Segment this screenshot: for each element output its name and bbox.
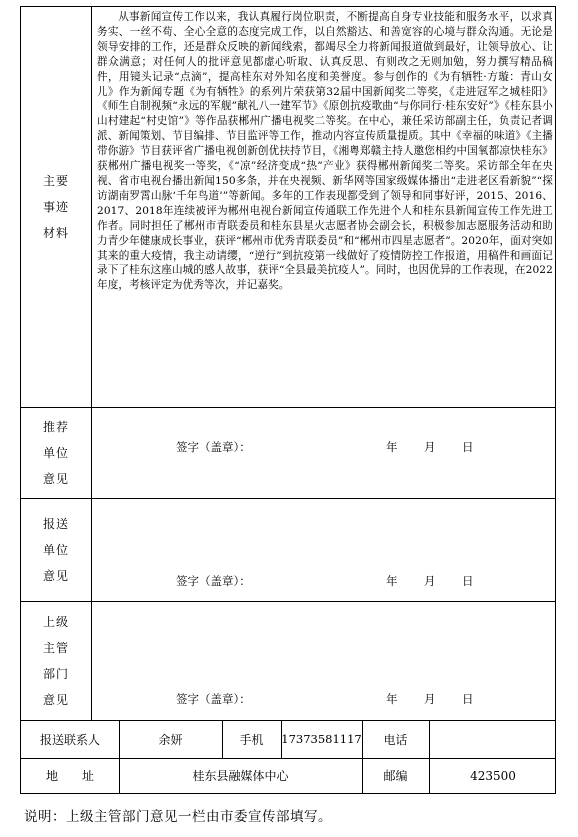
submitting-unit-opinion-label <box>21 498 91 601</box>
month-label: 月 <box>424 440 436 454</box>
mobile-value: 17373581117 <box>281 732 362 746</box>
superior-department-opinion-label <box>21 601 91 720</box>
address-label: 地 址 <box>45 769 94 783</box>
phone-label: 电话 <box>383 732 408 747</box>
day-label: 日 <box>462 440 474 454</box>
label-line: 意见 <box>42 568 69 583</box>
month-label: 月 <box>424 692 436 706</box>
row-divider <box>21 601 555 602</box>
label-line: 报送 <box>42 516 69 531</box>
label-line: 部门 <box>42 666 69 681</box>
day-label: 日 <box>462 692 474 706</box>
year-label: 年 <box>386 692 398 706</box>
label-line: 上级 <box>42 614 69 629</box>
label-line: 意见 <box>42 692 69 707</box>
year-label: 年 <box>386 574 398 588</box>
label-line: 单位 <box>42 542 69 557</box>
address-value: 桂东县融媒体中心 <box>192 769 289 783</box>
row-divider <box>21 407 555 408</box>
label-line: 主要 <box>42 174 69 188</box>
label-line: 推荐 <box>42 419 69 434</box>
row-divider <box>21 498 555 499</box>
main-materials-text: 从事新闻宣传工作以来，我认真履行岗位职责，不断提高自身专业技能和服务水平，以求真务实、一丝不苟、全心全意的态度完成工作，以自然豁达、和善宽容的心境与群众沟通。无论是领导安排的工作，还是群众反映的新闻线索，都竭尽全力将新闻报道做到最好，让领导放心、让群众满意；对任何人的批评意见都虚心听取、认真反思、有则改之无则加勉，努力撰写精品稿件，用镜头记录“点滴”，提高桂东对外知名度和美誉度。参与创作的《为有牺牲·方璇：青山女儿》作为新闻专题《为有牺牲》的系列片荣获第32届中国新闻奖二等奖，《走进冠军之城桂阳》《师生自制视频“永远的军舰”献礼八一建军节》《原创抗疫歌曲“与你同行·桂东安好”》《桂东县小山村建起“村史馆”》等作品获郴州广播电视奖二等奖。在中心，兼任采访部副主任，负责记者调派、新闻策划、节目编排、节目监评等工作，推动内容宣传质量提质。其中《幸福的味道》《主播带你游》节目获评省广播电视创新创优扶持节目，《湘粤郑赣主持人邀您相约中国氧都凉快桂东》获郴州广播电视奖一等奖，《“凉”经济变成“热”产业》获得郴州新闻奖二等奖。采访部全年在央视、省市电视台播出新闻150多条，并在央视频、新华网等国家级媒体播出“走进老区看新貌”“探访湖南罗霄山脉‘千年鸟道’”等新闻。多年的工作表现都受到了领导和同事好评，2015、2016、2017、2018年连续被评为郴州电视台新闻宣传通联工作先进个人和桂东县新闻宣传工作先进工作者。同时担任了郴州市青联委员和桂东县星火志愿者协会副会长，积极参加志愿服务活动和助力青少年健康成长事业，获评“郴州市优秀青联委员”和“郴州市四星志愿者”。2020年，面对突如其来的重大疫情，我主动请缨，“逆行”到抗疫第一线做好了疫情防控工作报道，用稿件和画面记录下了桂东这座山城的感人故事，获评“全县最美抗疫人”。同时，也因优异的工作表现，在2022年度，考核评定为优秀等次，并记嘉奖。 <box>97 11 553 292</box>
postcode-label: 邮编 <box>383 769 408 783</box>
label-column-divider <box>91 7 92 720</box>
day-label: 日 <box>462 574 474 588</box>
label-line: 材料 <box>42 226 69 240</box>
application-form-table <box>20 6 556 794</box>
label-line: 意见 <box>42 471 69 486</box>
main-materials-label <box>21 7 91 407</box>
signature-stamp-label: 签字（盖章）： <box>176 574 251 588</box>
footnote: 说明：上级主管部门意见一栏由市委宣传部填写。 <box>24 809 332 825</box>
year-label: 年 <box>386 440 398 454</box>
contact-person-label: 报送联系人 <box>39 732 100 747</box>
recommend-unit-opinion-label <box>21 407 91 498</box>
label-line: 单位 <box>42 445 69 460</box>
contact-person-value: 余妍 <box>158 732 183 747</box>
label-line: 主管 <box>42 640 69 655</box>
signature-stamp-label: 签字（盖章）： <box>176 692 251 706</box>
phone-value <box>429 720 557 758</box>
mobile-label: 手机 <box>239 732 264 747</box>
postcode-value: 423500 <box>470 768 516 783</box>
label-line: 事迹 <box>42 200 69 214</box>
signature-stamp-label: 签字（盖章）： <box>176 440 251 454</box>
month-label: 月 <box>424 574 436 588</box>
